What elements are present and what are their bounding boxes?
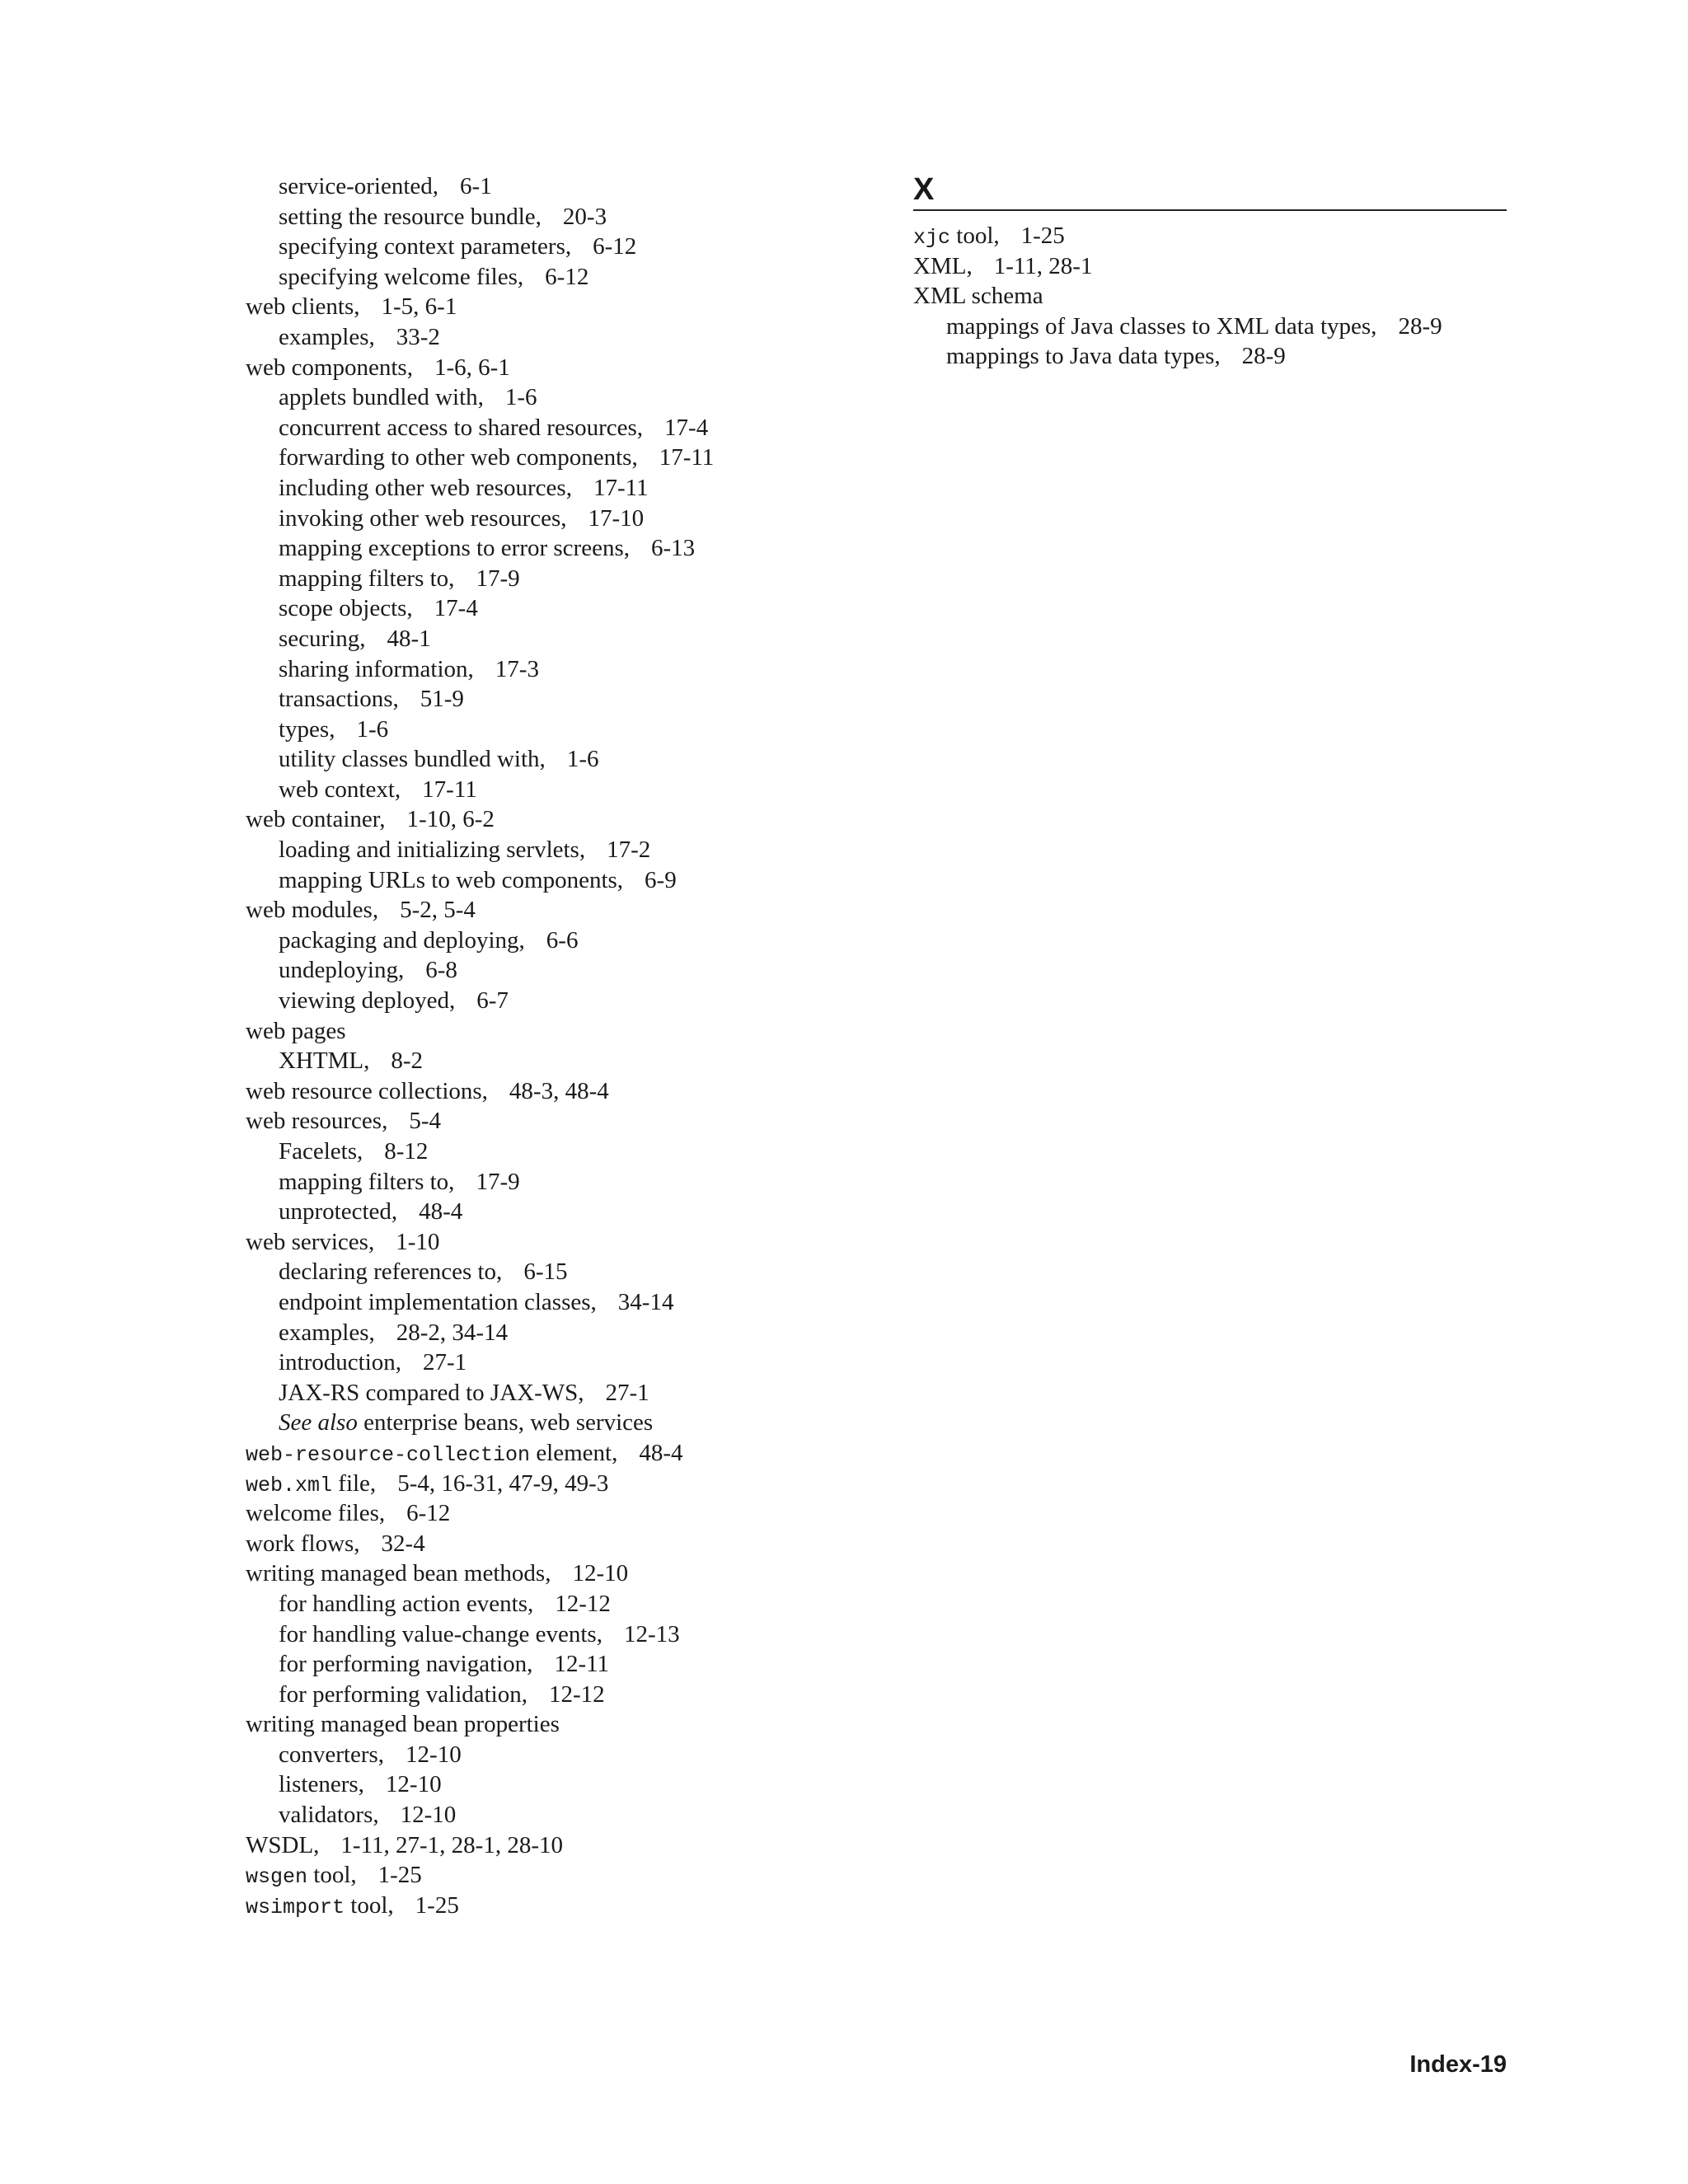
page-references: 8-2 [391, 1047, 424, 1075]
entry-term: unprotected, [279, 1198, 398, 1226]
index-entry [246, 1830, 872, 1861]
entry-term: WSDL, [246, 1831, 320, 1858]
entry-term: mapping exceptions to error screens, [279, 535, 630, 562]
page-references: 27-1 [423, 1349, 467, 1376]
index-subentry [246, 1740, 872, 1770]
index-subentry [246, 593, 872, 624]
entry-term: types, [279, 715, 335, 743]
page-references: 17-11 [422, 776, 477, 803]
index-subentry [246, 171, 872, 202]
entry-term: specifying welcome files, [279, 263, 524, 290]
index-subentry [246, 1589, 872, 1619]
page-references: 6-13 [651, 535, 696, 562]
page-references: 1-6 [566, 746, 599, 773]
index-entry [246, 1558, 872, 1589]
page-references: 51-9 [420, 686, 464, 713]
page-references: 1-25 [1020, 223, 1065, 249]
index-entry [246, 1891, 872, 1921]
entry-term: web clients, [246, 293, 360, 321]
page-references: 34-14 [617, 1288, 674, 1315]
entry-term: transactions, [279, 686, 399, 713]
page-references: 17-11 [593, 474, 649, 501]
index-subentry [246, 684, 872, 715]
page-references: 6-8 [425, 957, 457, 984]
entry-term: undeploying, [279, 957, 405, 984]
page-references: 6-12 [545, 263, 589, 290]
entry-term: endpoint implementation classes, [279, 1288, 597, 1315]
index-subentry [246, 1257, 872, 1287]
index-subentry [246, 1287, 872, 1318]
index-entry [246, 1016, 872, 1047]
index-entry [913, 221, 1507, 251]
page-references: 12-12 [549, 1680, 605, 1708]
page-references: 6-12 [593, 233, 637, 260]
index-subentry [913, 312, 1507, 342]
index-subentry [246, 504, 872, 534]
page-references: 33-2 [396, 323, 440, 350]
section-x-entries [913, 221, 1507, 372]
section-divider [913, 209, 1507, 211]
page-references: 12-12 [555, 1590, 611, 1617]
index-subentry [246, 926, 872, 956]
entry-term: Facelets, [279, 1138, 363, 1165]
page-references: 6-9 [645, 866, 677, 893]
index-subentry [246, 1318, 872, 1348]
code-term: xjc [913, 226, 951, 250]
entry-term: for performing navigation, [279, 1651, 533, 1678]
page-references: 48-4 [639, 1439, 683, 1466]
entry-term: examples, [279, 1319, 375, 1346]
entry-term: work flows, [246, 1530, 360, 1557]
page-references: 1-6, 6-1 [434, 354, 510, 381]
index-subentry [246, 1378, 872, 1408]
entry-term: web services, [246, 1228, 375, 1255]
entry-term: mappings to Java data types, [946, 343, 1221, 370]
entry-term: for handling action events, [279, 1590, 534, 1617]
page-references: 28-9 [1398, 312, 1442, 340]
page-references: 8-12 [384, 1138, 429, 1165]
index-subentry [246, 322, 872, 353]
entry-term: specifying context parameters, [279, 233, 572, 260]
index-subentry [246, 262, 872, 293]
entry-term: for handling value-change events, [279, 1620, 603, 1647]
entry-term: securing, [279, 625, 366, 652]
index-subentry [246, 232, 872, 262]
page-references: 28-9 [1241, 343, 1286, 370]
page-references: 48-1 [387, 625, 431, 652]
index-subentry [246, 202, 872, 232]
index-subentry [246, 1800, 872, 1830]
entry-term: file, [338, 1469, 377, 1497]
page-references: 1-10 [396, 1228, 440, 1255]
page-references: 1-6 [356, 715, 389, 743]
index-entry [246, 353, 872, 383]
page-references: 6-6 [546, 926, 579, 954]
index-subentry [246, 1769, 872, 1800]
entry-term: web modules, [246, 897, 379, 924]
index-subentry [246, 473, 872, 504]
index-subentry [246, 1347, 872, 1378]
page-references: 17-4 [664, 414, 709, 441]
page-references: 17-2 [607, 837, 651, 864]
page-references: 1-25 [377, 1862, 422, 1889]
page-references: 1-5, 6-1 [381, 293, 457, 321]
page-references: 12-10 [400, 1802, 457, 1829]
index-subentry [246, 775, 872, 805]
index-entry [913, 281, 1507, 312]
index-entry [246, 1498, 872, 1529]
page-references: 12-10 [572, 1560, 629, 1587]
entry-term: viewing deployed, [279, 987, 456, 1015]
entry-term: tool, [956, 223, 1000, 249]
index-subentry [246, 1649, 872, 1680]
entry-term: mapping URLs to web components, [279, 866, 624, 893]
page-references: 1-6 [504, 384, 537, 411]
index-column-left [246, 171, 872, 1920]
index-subentry [246, 715, 872, 745]
page-references: 20-3 [562, 203, 607, 230]
index-subentry [246, 413, 872, 443]
index-entry [246, 804, 872, 835]
entry-term: sharing information, [279, 655, 474, 682]
entry-term: web resource collections, [246, 1077, 488, 1104]
page-references: 12-13 [623, 1620, 680, 1647]
entry-term: writing managed bean properties [246, 1711, 560, 1738]
page-references: 6-7 [476, 987, 509, 1015]
page-references: 5-4, 16-31, 47-9, 49-3 [397, 1469, 609, 1497]
index-subentry [246, 744, 872, 775]
index-entry [246, 1106, 872, 1137]
entry-term: element, [536, 1439, 618, 1466]
index-entry [246, 292, 872, 322]
index-subentry [246, 624, 872, 654]
entry-term: validators, [279, 1802, 379, 1829]
index-subentry [246, 382, 872, 413]
index-subentry [246, 986, 872, 1016]
index-subentry [246, 1197, 872, 1227]
entry-term: packaging and deploying, [279, 926, 525, 954]
page-references: 5-2, 5-4 [400, 897, 476, 924]
entry-term: enterprise beans, web services [363, 1409, 654, 1436]
page-references: 17-9 [476, 565, 520, 592]
entry-term: declaring references to, [279, 1258, 503, 1286]
page-number: Index-19 [1409, 2051, 1507, 2078]
entry-term: scope objects, [279, 595, 413, 622]
entry-term: converters, [279, 1741, 385, 1768]
entry-term: tool, [313, 1862, 357, 1889]
index-entry [246, 1709, 872, 1740]
index-subentry [246, 533, 872, 564]
page-references: 1-10, 6-2 [406, 806, 495, 833]
page-references: 28-2, 34-14 [396, 1319, 509, 1346]
index-subentry [246, 564, 872, 594]
index-subentry [246, 1137, 872, 1167]
entry-term: mapping filters to, [279, 565, 455, 592]
entry-term: mapping filters to, [279, 1168, 455, 1195]
index-entry [246, 1227, 872, 1258]
page-references: 48-3, 48-4 [509, 1077, 609, 1104]
index-subentry [246, 1046, 872, 1076]
index-entry [246, 895, 872, 926]
entry-term: listeners, [279, 1771, 364, 1798]
page-references: 1-11, 27-1, 28-1, 28-10 [340, 1831, 563, 1858]
entry-term: applets bundled with, [279, 384, 484, 411]
entry-term: XML, [913, 252, 973, 279]
page-references: 12-10 [385, 1771, 442, 1798]
entry-term: web container, [246, 806, 386, 833]
code-term: wsimport [246, 1895, 345, 1919]
entry-term: utility classes bundled with, [279, 746, 546, 773]
page-references: 1-25 [415, 1891, 459, 1919]
entry-term: forwarding to other web components, [279, 444, 638, 471]
entry-term: introduction, [279, 1349, 402, 1376]
entry-term: welcome files, [246, 1500, 386, 1527]
page-references: 17-9 [476, 1168, 520, 1195]
page-references: 48-4 [419, 1198, 463, 1226]
entry-term: web components, [246, 354, 413, 381]
index-subentry [913, 341, 1507, 372]
page-references: 17-4 [434, 595, 478, 622]
page-references: 17-3 [495, 655, 539, 682]
index-subentry [246, 955, 872, 986]
entry-term: loading and initializing servlets, [279, 837, 586, 864]
index-entry [246, 1076, 872, 1107]
entry-term: web context, [279, 776, 401, 803]
entry-term: web resources, [246, 1108, 388, 1135]
index-entry [246, 1529, 872, 1559]
page-references: 32-4 [381, 1530, 425, 1557]
entry-term: examples, [279, 323, 375, 350]
entry-term: writing managed bean methods, [246, 1560, 551, 1587]
index-subentry [246, 865, 872, 896]
entry-term: service-oriented, [279, 173, 439, 199]
index-entry [246, 1469, 872, 1499]
entry-term: JAX-RS compared to JAX-WS, [279, 1379, 584, 1406]
page-references: 17-10 [588, 504, 645, 532]
page-references: 1-11, 28-1 [993, 252, 1093, 279]
code-term: web-resource-collection [246, 1442, 531, 1467]
entry-term: XML schema [913, 283, 1043, 310]
entry-term: invoking other web resources, [279, 504, 567, 532]
page-references: 5-4 [409, 1108, 441, 1135]
entry-term: tool, [350, 1891, 394, 1919]
index-entry [913, 251, 1507, 282]
index-subentry [246, 1167, 872, 1197]
entry-term: XHTML, [279, 1047, 370, 1075]
page-references: 12-10 [406, 1741, 462, 1768]
index-column-right [913, 171, 1507, 372]
entry-term: web pages [246, 1017, 346, 1044]
code-term: web.xml [246, 1473, 333, 1497]
page-references: 27-1 [605, 1379, 649, 1406]
index-subentry [246, 654, 872, 685]
index-subentry [246, 1680, 872, 1710]
index-subentry [246, 835, 872, 865]
see-also-label: See also [279, 1409, 358, 1436]
page-references: 12-11 [554, 1651, 610, 1678]
entry-term: for performing validation, [279, 1680, 528, 1708]
entry-term: concurrent access to shared resources, [279, 414, 644, 441]
index-entry [246, 1438, 872, 1469]
index-subentry [246, 1408, 872, 1438]
index-entry [246, 1860, 872, 1891]
page-references: 17-11 [659, 444, 715, 471]
index-subentry [246, 1619, 872, 1650]
page-references: 6-15 [523, 1258, 568, 1286]
page-references: 6-12 [406, 1500, 451, 1527]
entry-term: mappings of Java classes to XML data types, [946, 312, 1377, 340]
code-term: wsgen [246, 1865, 308, 1890]
entry-term: including other web resources, [279, 474, 572, 501]
page-references: 6-1 [460, 173, 492, 199]
entry-term: setting the resource bundle, [279, 203, 542, 230]
index-subentry [246, 443, 872, 473]
section-letter-heading: X [913, 172, 935, 207]
